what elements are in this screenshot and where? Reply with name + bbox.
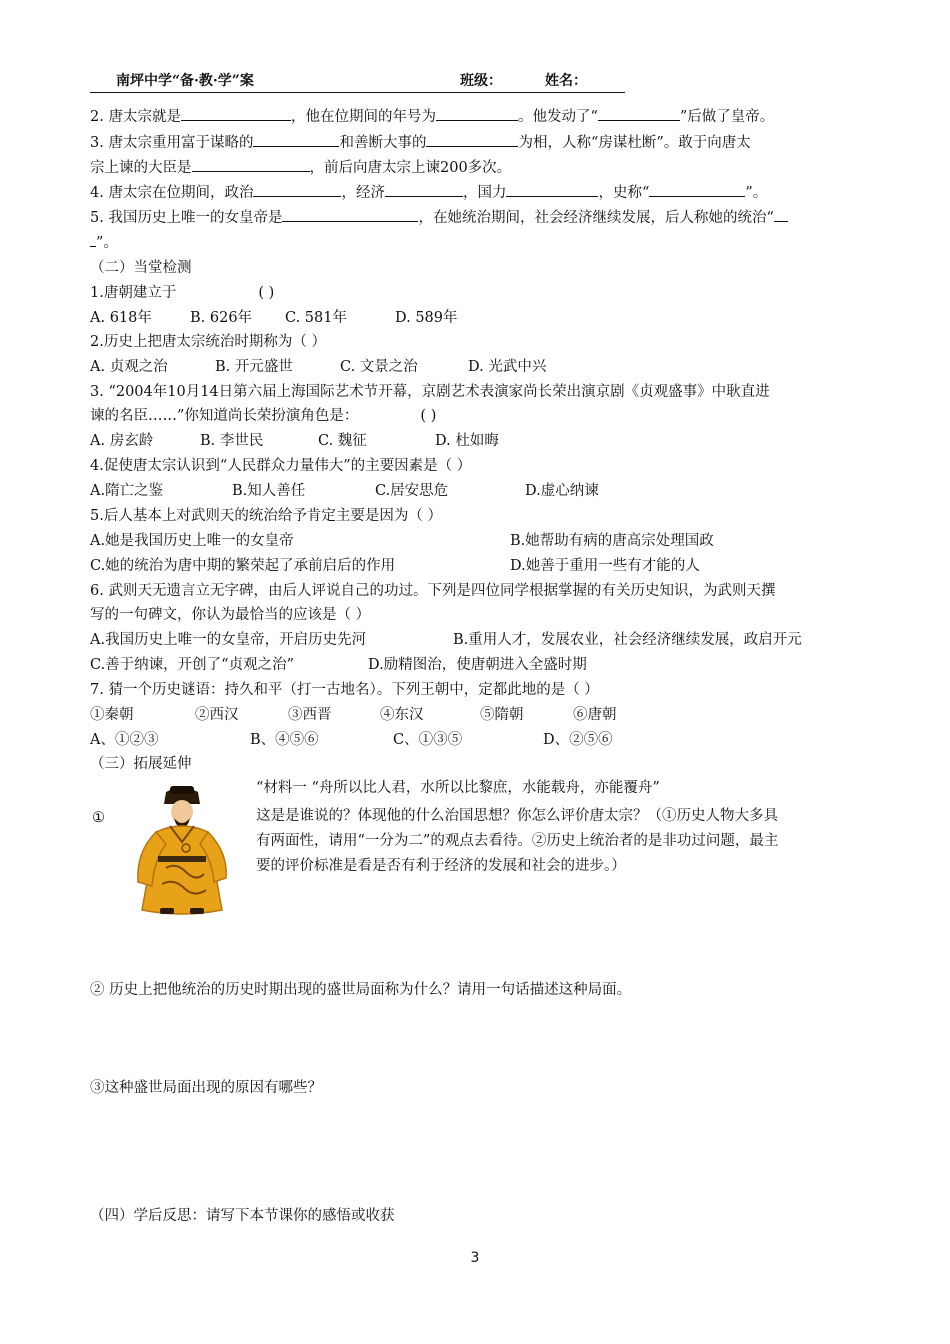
- material-quote: “材料一 “舟所以比人君，水所以比黎庶，水能载舟，亦能覆舟”: [256, 780, 660, 796]
- blank[interactable]: [253, 182, 341, 197]
- q3-option-b[interactable]: B. 李世民: [200, 433, 264, 449]
- q2-option-d[interactable]: D. 光武中兴: [468, 359, 547, 375]
- blank[interactable]: [774, 207, 788, 222]
- question-7-stem: 7. 猜一个历史谜语：持久和平（打一古地名）。下列王朝中，定都此地的是（ ）: [90, 682, 599, 698]
- q4-option-b[interactable]: B.知人善任: [232, 483, 306, 499]
- q2-option-c[interactable]: C. 文景之治: [340, 359, 418, 375]
- blank[interactable]: [385, 182, 463, 197]
- blank[interactable]: [192, 157, 310, 172]
- school-title: 南坪中学“备·教·学”案: [116, 73, 254, 89]
- extension-q1-line1: 这是是谁说的？体现他的什么治国思想？你怎么评价唐太宗？（①历史人物大多具: [256, 808, 778, 824]
- q7-dynasty-6: ⑥唐朝: [573, 707, 617, 723]
- page-number: 3: [470, 1250, 480, 1266]
- question-6-line2: 写的一句碑文，你认为最恰当的应该是（ ）: [90, 607, 371, 623]
- q7-option-d[interactable]: D、②⑤⑥: [543, 732, 613, 748]
- question-3-line1: 3. “2004年10月14日第六届上海国际艺术节开幕，京剧艺术表演家尚长荣出演京剧《贞观盛事》中耿直进: [90, 384, 770, 400]
- q7-dynasty-5: ⑤隋朝: [480, 707, 524, 723]
- class-label: 班级：: [460, 73, 502, 89]
- q7-option-c[interactable]: C、①③⑤: [393, 732, 463, 748]
- q6-option-b[interactable]: B.重用人才，发展农业，社会经济继续发展，政启开元: [453, 632, 802, 648]
- q4-option-a[interactable]: A.隋亡之鉴: [90, 483, 164, 499]
- q2-option-b[interactable]: B. 开元盛世: [215, 359, 293, 375]
- section-3-title: （三）拓展延伸: [90, 756, 192, 772]
- q3-option-c[interactable]: C. 魏征: [318, 433, 367, 449]
- q7-dynasty-1: ①秦朝: [90, 707, 134, 723]
- q3-option-d[interactable]: D. 杜如晦: [435, 433, 499, 449]
- fill-question-5-line2: ”。: [90, 232, 118, 253]
- q2-option-a[interactable]: A. 贞观之治: [90, 359, 168, 375]
- fill-question-5-line1: 5. 我国历史上唯一的女皇帝是 ，在她统治期间，社会经济继续发展，后人称她的统治“: [90, 207, 788, 228]
- name-label: 姓名：: [545, 73, 587, 89]
- q7-dynasty-4: ④东汉: [380, 707, 424, 723]
- fill-question-4: 4. 唐太宗在位期间，政治 ，经济 ，国力 ，史称“ ”。: [90, 182, 767, 203]
- q5-option-c[interactable]: C.她的统治为唐中期的繁荣起了承前启后的作用: [90, 558, 396, 574]
- question-2-stem: 2.历史上把唐太宗统治时期称为（ ）: [90, 334, 326, 350]
- blank[interactable]: [282, 207, 418, 222]
- section-4-title: （四）学后反思：请写下本节课你的感悟或收获: [90, 1208, 395, 1224]
- extension-q1-line3: 要的评价标准是看是否有利于经济的发展和社会的进步。）: [256, 858, 626, 874]
- blank[interactable]: [436, 106, 518, 121]
- q1-option-b[interactable]: B. 626年: [190, 310, 253, 326]
- q4-option-d[interactable]: D.虚心纳谏: [525, 483, 599, 499]
- question-6-line1: 6. 武则天无遗言立无字碑，由后人评说自己的功过。下列是四位同学根据掌握的有关历史知识，为武则天撰: [90, 583, 776, 599]
- q6-option-a[interactable]: A.我国历史上唯一的女皇帝，开启历史先河: [90, 632, 367, 648]
- q7-option-a[interactable]: A、①②③: [90, 732, 159, 748]
- emperor-portrait-image: [126, 782, 238, 916]
- q1-option-a[interactable]: A. 618年: [90, 310, 152, 326]
- section-2-title: （二）当堂检测: [90, 260, 192, 276]
- extension-q1-number: ①: [92, 810, 105, 826]
- q5-option-b[interactable]: B.她帮助有病的唐高宗处理国政: [510, 533, 714, 549]
- q3-option-a[interactable]: A. 房玄龄: [90, 433, 154, 449]
- blank[interactable]: [598, 106, 680, 121]
- fill-question-2: 2. 唐太宗就是 ，他在位期间的年号为 。他发动了“ ”后做了皇帝。: [90, 106, 774, 127]
- blank[interactable]: [181, 106, 291, 121]
- extension-q1-line2: 有两面性，请用“一分为二”的观点去看待。②历史上统治者的是非功过问题，最主: [256, 833, 779, 849]
- page-header: [90, 70, 625, 93]
- q7-option-b[interactable]: B、④⑤⑥: [250, 732, 319, 748]
- question-1-stem: 1.唐朝建立于 ( ): [90, 285, 275, 301]
- blank[interactable]: [649, 182, 745, 197]
- question-4-stem: 4.促使唐太宗认识到“人民群众力量伟大”的主要因素是（ ）: [90, 458, 472, 474]
- q7-dynasty-2: ②西汉: [195, 707, 239, 723]
- q5-option-d[interactable]: D.她善于重用一些有才能的人: [510, 558, 700, 574]
- fill-question-3-line1: 3. 唐太宗重用富于谋略的 和善断大事的 为相，人称“房谋杜断”。敢于向唐太: [90, 132, 751, 153]
- extension-q2: ② 历史上把他统治的历史时期出现的盛世局面称为什么？请用一句话描述这种局面。: [90, 982, 632, 998]
- question-3-line2: 谏的名臣……”你知道尚长荣扮演角色是： ( ): [90, 408, 437, 424]
- q6-option-c[interactable]: C.善于纳谏，开创了“贞观之治”: [90, 657, 295, 673]
- question-5-stem: 5.后人基本上对武则天的统治给予肯定主要是因为（ ）: [90, 508, 442, 524]
- q4-option-c[interactable]: C.居安思危: [375, 483, 449, 499]
- q6-option-d[interactable]: D.励精图治，使唐朝进入全盛时期: [368, 657, 587, 673]
- q7-dynasty-3: ③西晋: [288, 707, 332, 723]
- extension-q3: ③这种盛世局面出现的原因有哪些？: [90, 1080, 322, 1096]
- blank[interactable]: [506, 182, 598, 197]
- q1-option-d[interactable]: D. 589年: [395, 310, 458, 326]
- q1-option-c[interactable]: C. 581年: [285, 310, 347, 326]
- blank[interactable]: [253, 132, 339, 147]
- fill-question-3-line2: 宗上谏的大臣是 ，前后向唐太宗上谏200多次。: [90, 157, 511, 178]
- q5-option-a[interactable]: A.她是我国历史上唯一的女皇帝: [90, 533, 294, 549]
- blank[interactable]: [426, 132, 518, 147]
